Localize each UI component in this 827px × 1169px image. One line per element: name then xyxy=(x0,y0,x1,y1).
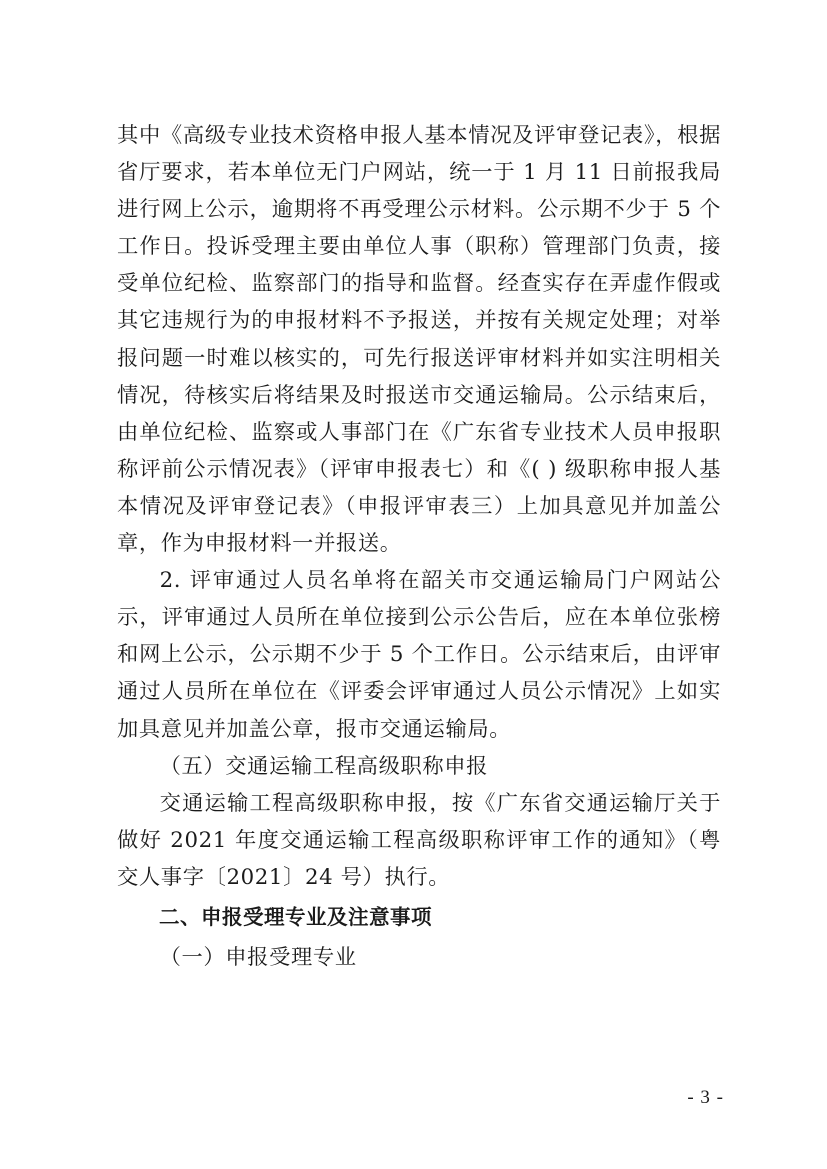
document-body xyxy=(117,117,721,978)
paragraph-transport-engineering: 交通运输工程高级职称申报，按《广东省交通运输厅关于做好 2021 年度交通运输工程高级职称评审工作的通知》（粤交人事字〔2021〕24 号）执行。 xyxy=(117,790,721,890)
heading-section-five: （五）交通运输工程高级职称申报 xyxy=(159,753,489,779)
paragraph-approved-list-publicity: 2. 评审通过人员名单将在韶关市交通运输局门户网站公示，评审通过人员所在单位接到公示公告后，应在本单位张榜和网上公示，公示期不少于 5 个工作日。公示结束后，由评审通过人员所在单位在《评委会评审通过人员公示情况》上如实加具意见并加盖公章，报市交通运输局。 xyxy=(117,568,721,742)
paragraph-publicity-complaints: 其中《高级专业技术资格申报人基本情况及评审登记表》，根据省厅要求，若本单位无门户网站，统一于 1 月 11 日前报我局进行网上公示，逾期将不再受理公示材料。公示期不少于 5 个工作日。投诉受理主要由单位人事（职称）管理部门负责，接受单位纪检、监察部门的指导和监督。经查实存在弄虚作假或其它违规行为的申报材料不予报送，并按有关规定处理；对举报问题一时难以核实的，可先行报送评审材料并如实注明相关情况，待核实后将结果及时报送市交通运输局。公示结束后，由单位纪检、监察或人事部门在《广东省专业技术人员申报职称评前公示情况表》（评审申报表七）和《( ) 级职称申报人基本情况及评审登记表》（申报评审表三）上加具意见并加盖公章，作为申报材料一并报送。 xyxy=(117,123,721,557)
heading-part-two: 二、申报受理专业及注意事项 xyxy=(159,904,433,929)
heading-section-one: （一）申报受理专业 xyxy=(159,944,357,970)
page-number: - 3 - xyxy=(687,1087,724,1108)
